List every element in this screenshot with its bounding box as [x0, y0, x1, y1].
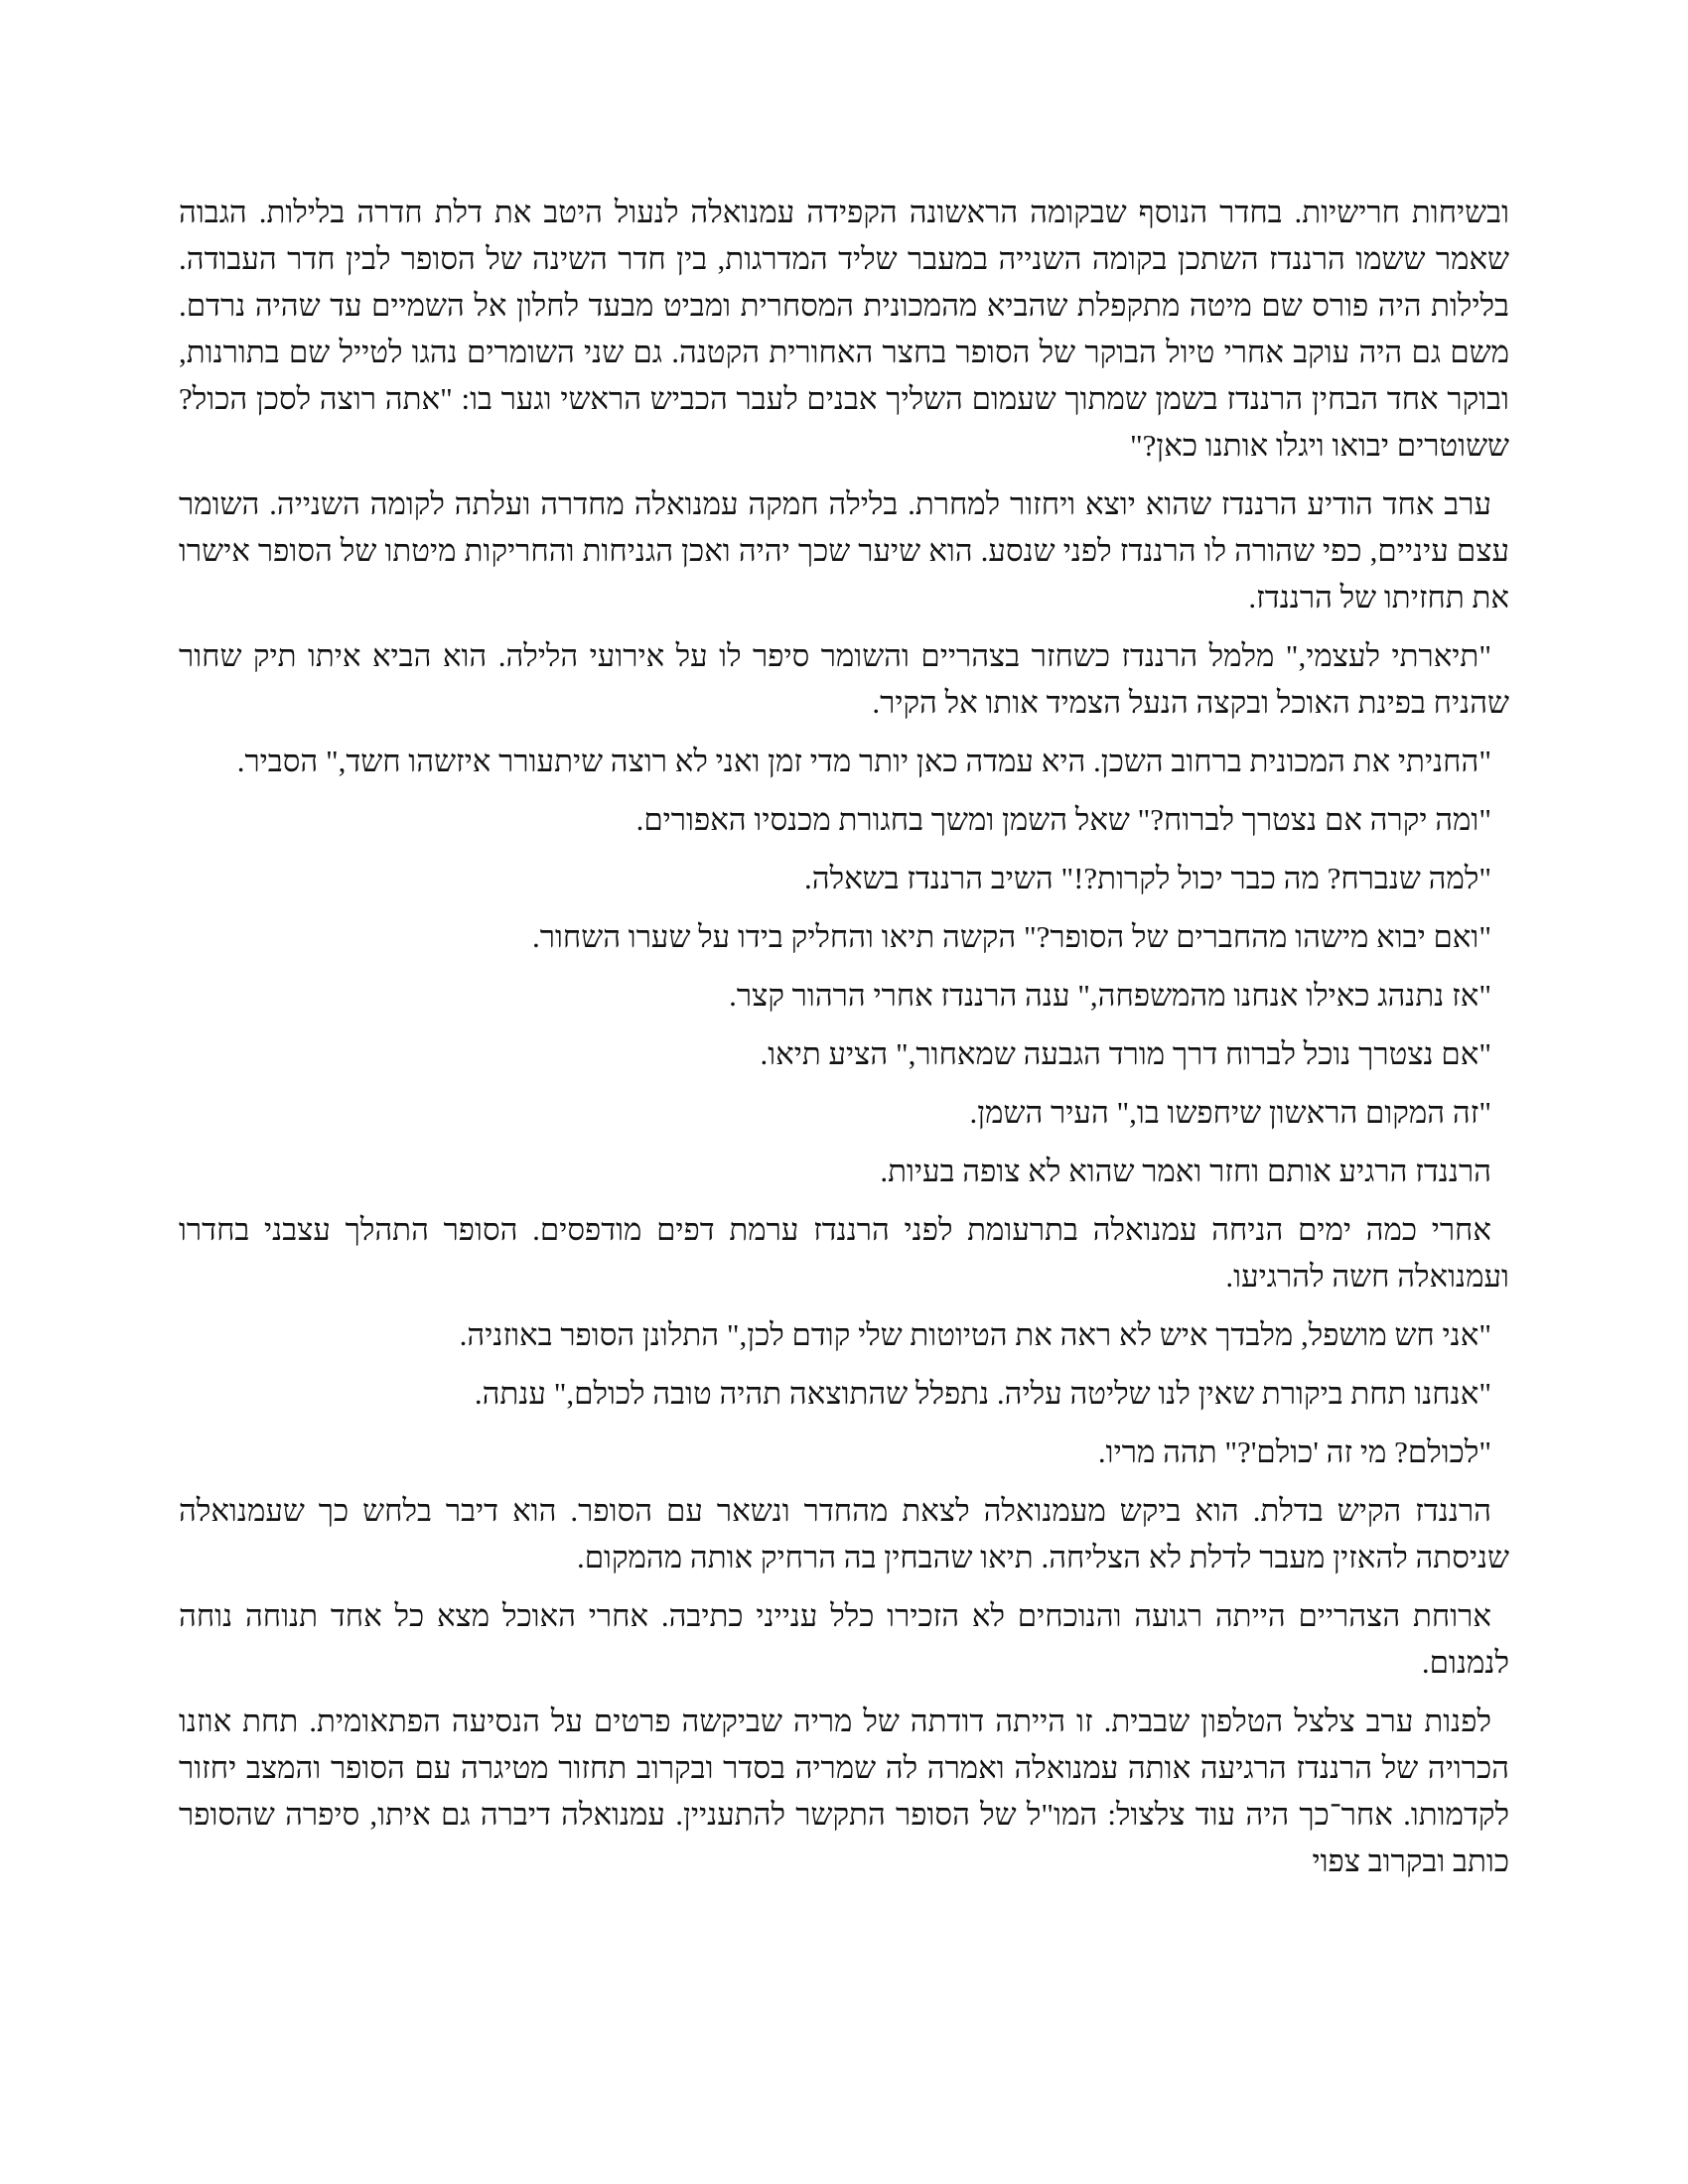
paragraph: הרננדז הקיש בדלת. הוא ביקש מעמנואלה לצאת מהחדר ונשאר עם הסופר. הוא דיבר בלחש כך שעמנואלה שניסתה להאזין מעבר לדלת לא הצליחה. תיאו שהבחין בה הרחיק אותה מהמקום.: [179, 1493, 1509, 1574]
dialogue-line: "ומה יקרה אם נצטרך לברוח?" שאל השמן ומשך בחגורת מכנסיו האפורים.: [635, 802, 1491, 837]
dialogue-line: "למה שנברח? מה כבר יכול לקרות?!" השיב הרננדז בשאלה.: [804, 861, 1491, 895]
paragraph: "החניתי את המכונית ברחוב השכן. היא עמדה כאן יותר מדי זמן ואני לא רוצה שיתעורר איזשהו חשד," הסביר.: [236, 744, 1491, 778]
dialogue-line: "ואם יבוא מישהו מהחברים של הסופר?" הקשה תיאו והחליק בידו על שערו השחור.: [531, 919, 1491, 954]
document-page: [179, 189, 1509, 1884]
dialogue-line: "אני חש מושפל, מלבדך איש לא ראה את הטיוטות שלי קודם לכן," התלונן הסופר באוזניה.: [459, 1317, 1491, 1352]
paragraph: הרננדז הרגיע אותם וחזר ואמר שהוא לא צופה בעיות.: [880, 1154, 1491, 1188]
dialogue-line: "זה המקום הראשון שיחפשו בו," העיר השמן.: [969, 1095, 1491, 1130]
paragraph: ארוחת הצהריים הייתה רגועה והנוכחים לא הזכירו כלל ענייני כתיבה. אחרי האוכל מצא כל אחד תנוחה נוחה לנמנום.: [179, 1598, 1509, 1680]
dialogue-line: "לכולם? מי זה 'כולם'?" תהה מריו.: [1097, 1434, 1491, 1469]
paragraph: לפנות ערב צלצל הטלפון שבבית. זו הייתה דודתה של מריה שביקשה פרטים על הנסיעה הפתאומית. תחת אוזנו הכרויה של הרננדז הרגיעה אותה עמנואלה ואמרה לה שמריה בסדר ובקרוב תחזור מטיגרה עם הסופר והמצב יחזור לקדמותו. אחר־כך היה עוד צלצול: המו"ל של הסופר התקשר להתעניין. עמנואלה דיברה גם איתו, סיפרה שהסופר כותב ובקרוב צפוי: [179, 1704, 1509, 1878]
dialogue-line: "אנחנו תחת ביקורת שאין לנו שליטה עליה. נתפלל שהתוצאה תהיה טובה לכולם," ענתה.: [474, 1376, 1491, 1411]
paragraph: ובשיחות חרישיות. בחדר הנוסף שבקומה הראשונה הקפידה עמנואלה לנעול היטב את דלת חדרה בלילות. הגבוה שאמר ששמו הרננדז השתכן בקומה השנייה במעבר שליד המדרגות, בין חדר השינה של הסופר לבין חדר העבודה. בלילות היה פורס שם מיטה מתקפלת שהביא מהמכונית המסחרית ומביט מבעד לחלון אל השמיים עד שהיה נרדם. משם גם היה עוקב אחרי טיול הבוקר של הסופר בחצר האחורית הקטנה. גם שני השומרים נהגו לטייל שם בתורנות, ובוקר אחד הבחין הרננדז בשמן שמתוך שעמום השליך אבנים לעבר הכביש הראשי וגער בו: "אתה רוצה לסכן הכול? ששוטרים יבואו ויגלו אותנו כאן?": [179, 195, 1509, 463]
dialogue-line: "אם נצטרך נוכל לברוח דרך מורד הגבעה שמאחור," הציע תיאו.: [760, 1036, 1491, 1071]
paragraph: ערב אחד הודיע הרננדז שהוא יוצא ויחזור למחרת. בלילה חמקה עמנואלה מחדרה ועלתה לקומה השנייה. השומר עצם עיניים, כפי שהורה לו הרננדז לפני שנסע. הוא שיער שכך יהיה ואכן הגניחות והחריקות מיטתו של הסופר אישרו את תחזיתו של הרננדז.: [179, 486, 1509, 614]
paragraph: "תיארתי לעצמי," מלמל הרננדז כשחזר בצהריים והשומר סיפר לו על אירועי הלילה. הוא הביא איתו תיק שחור שהניח בפינת האוכל ובקצה הנעל הצמיד אותו אל הקיר.: [179, 638, 1509, 720]
dialogue-line: "אז נתנהג כאילו אנחנו מהמשפחה," ענה הרננדז אחרי הרהור קצר.: [729, 978, 1491, 1013]
paragraph: אחרי כמה ימים הניחה עמנואלה בתרעומת לפני הרננדז ערמת דפים מודפסים. הסופר התהלך עצבני בחדרו ועמנואלה חשה להרגיעו.: [179, 1212, 1509, 1294]
